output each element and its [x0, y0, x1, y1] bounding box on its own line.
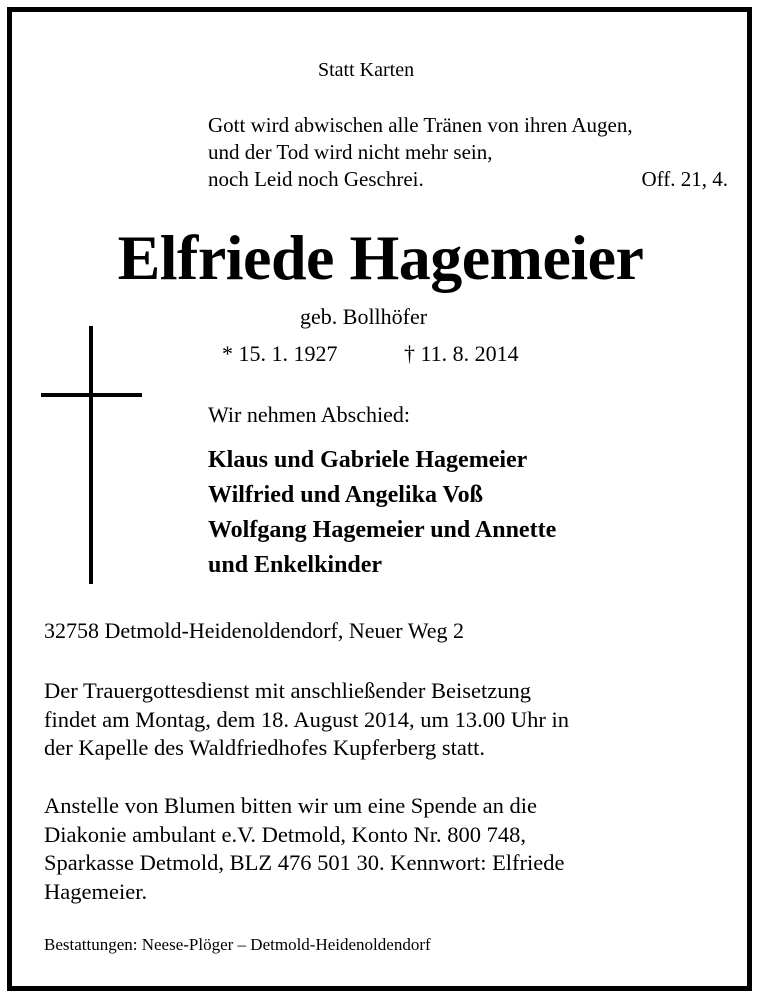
statt-karten-label: Statt Karten — [318, 59, 415, 81]
cross-vertical-bar — [89, 326, 93, 584]
mourner-name: Wilfried und Angelika Voß — [208, 482, 483, 508]
mourner-name: Klaus und Gabriele Hagemeier — [208, 447, 528, 473]
verse-line: Gott wird abwischen alle Tränen von ihren Augen, — [208, 113, 633, 137]
bible-verse — [208, 112, 728, 193]
verse-line: noch Leid noch Geschrei. — [208, 167, 424, 191]
service-announcement — [44, 677, 569, 763]
donation-request — [44, 792, 565, 906]
service-line: Der Trauergottesdienst mit anschließender Beisetzung — [44, 678, 531, 703]
birth-date: * 15. 1. 1927 — [222, 341, 338, 366]
mourner-name: Wolfgang Hagemeier und Annette — [208, 517, 557, 543]
maiden-name: geb. Bollhöfer — [300, 304, 428, 329]
farewell-intro: Wir nehmen Abschied: — [208, 402, 410, 427]
deceased-name: Elfriede Hagemeier — [117, 222, 644, 293]
service-line: findet am Montag, dem 18. August 2014, um 13.00 Uhr in — [44, 706, 569, 732]
cross-horizontal-bar — [41, 393, 142, 397]
donation-line: Diakonie ambulant e.V. Detmold, Konto Nr. 800 748, — [44, 821, 527, 847]
donation-line: Hagemeier. — [44, 878, 148, 904]
donation-line: Anstelle von Blumen bitten wir um eine Spende an die — [44, 793, 538, 818]
death-date: † 11. 8. 2014 — [404, 341, 519, 366]
undertaker-footer: Bestattungen: Neese-Plöger – Detmold-Heidenoldendorf — [44, 935, 431, 954]
mourner-list — [208, 443, 556, 583]
verse-reference: Off. 21, 4. — [641, 167, 728, 191]
mourner-name: und Enkelkinder — [208, 552, 383, 578]
donation-line: Sparkasse Detmold, BLZ 476 501 30. Kennwort: Elfriede — [44, 850, 565, 875]
service-line: der Kapelle des Waldfriedhofes Kupferberg statt. — [44, 735, 485, 760]
verse-line: und der Tod wird nicht mehr sein, — [208, 140, 493, 164]
family-address: 32758 Detmold-Heidenoldendorf, Neuer Weg 2 — [44, 618, 464, 643]
